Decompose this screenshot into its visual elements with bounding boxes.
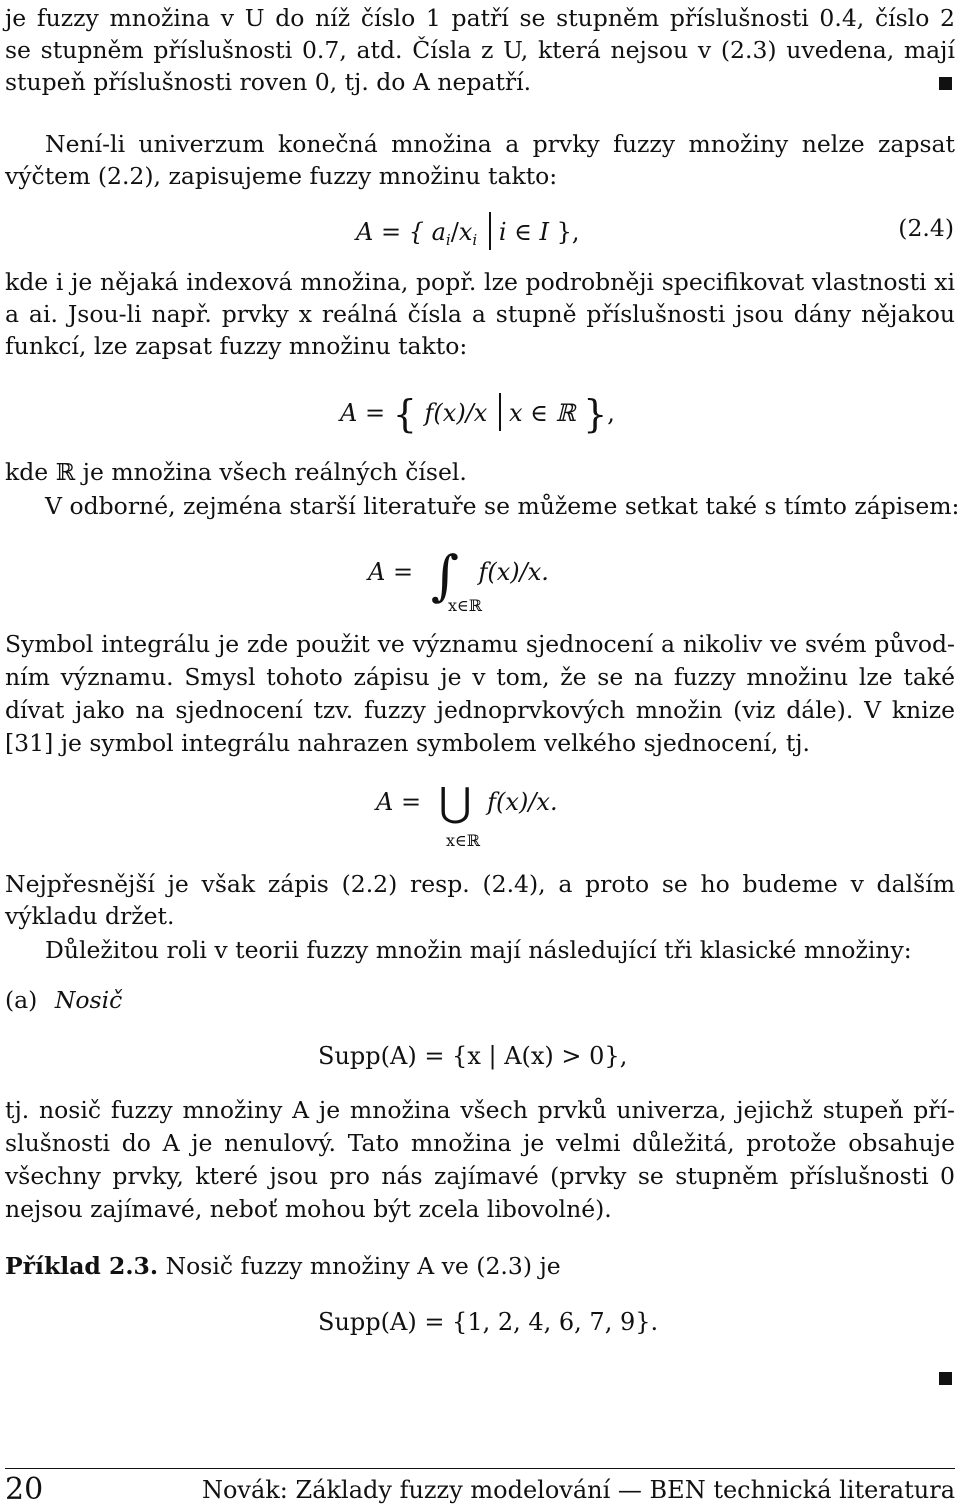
eq-lhs: A = [368, 558, 414, 586]
example-label: Příklad 2.3. [5, 1252, 159, 1280]
text-line: je fuzzy množina v U do níž číslo 1 patří se stupněm příslušnosti 0.4, číslo 2 [5, 4, 955, 32]
eq-var: a [431, 218, 446, 246]
text-line: všechny prvky, které jsou pro nás zajímavé (prvky se stupněm příslušnosti 0 [5, 1162, 955, 1190]
list-item-a [5, 984, 955, 1016]
text-line: Důležitou roli v teorii fuzzy množin mají následující tři klasické množiny: [45, 936, 912, 964]
text-line: [31] je symbol integrálu nahrazen symbolem velkého sjednocení, tj. [5, 729, 811, 757]
end-of-proof-square [939, 77, 952, 90]
eq-lhs: A = { [356, 218, 424, 246]
text-line: ním významu. Smysl tohoto zápisu je v tom, že se na fuzzy množinu lze také [5, 663, 955, 691]
text-line: Není-li univerzum konečná množina a prvky fuzzy množiny nelze zapsat [45, 130, 955, 158]
page-number: 20 [5, 1472, 44, 1507]
eq-body: f(x)/x. [478, 558, 549, 586]
eq-close: }, [556, 218, 580, 246]
text-line: výkladu držet. [5, 902, 175, 930]
eq-lhs: A = [340, 399, 386, 427]
text-line: stupeň příslušnosti roven 0, tj. do A nepatří. [5, 68, 532, 96]
eq-condition: x ∈ ℝ [508, 399, 576, 427]
union-sign: ⋃ [438, 780, 472, 826]
eq-condition: i ∈ I [498, 218, 550, 246]
example-heading [5, 1250, 955, 1282]
equation-support-def: Supp(A) = {x | A(x) > 0}, [318, 1042, 628, 1070]
list-term: Nosič [54, 986, 123, 1014]
text-line: funkcí, lze zapsat fuzzy množinu takto: [5, 332, 468, 360]
example-text: Nosič fuzzy množiny A ve (2.3) je [165, 1252, 561, 1280]
text-line: Nejpřesnější je však zápis (2.2) resp. (2.4), a proto se ho budeme v dalším [5, 870, 955, 898]
end-of-example-square [939, 1372, 952, 1385]
text-line: výčtem (2.2), zapisujeme fuzzy množinu takto: [5, 162, 558, 190]
list-label: (a) [5, 986, 38, 1014]
text-line: a ai. Jsou-li např. prvky x reálná čísla a stupně příslušnosti jsou dány nějakou [5, 300, 955, 328]
separator-bar [499, 393, 501, 431]
running-title: Novák: Základy fuzzy modelování — BEN technická literatura [201, 1476, 955, 1504]
text-line: kde ℝ je množina všech reálných čísel. [5, 458, 467, 486]
equation-number: (2.4) [898, 214, 954, 242]
text-line: se stupněm příslušnosti 0.7, atd. Čísla z U, která nejsou v (2.3) uvedena, mají [5, 36, 955, 64]
integral-sign: ∫ [430, 544, 459, 607]
text-line: tj. nosič fuzzy množiny A je množina všech prvků univerza, jejichž stupeň pří- [5, 1096, 955, 1124]
union-subscript: x∈ℝ [446, 831, 481, 850]
text-line: kde i je nějaká indexová množina, popř. lze podrobněji specifikovat vlastnosti xi [5, 268, 955, 296]
eq-body: f(x)/x [424, 399, 488, 427]
eq-body: f(x)/x. [487, 788, 558, 816]
eq-lhs: A = [376, 788, 422, 816]
equation-union [376, 780, 558, 826]
text-line: V odborné, zejména starší literatuře se můžeme setkat také s tímto zápisem: [45, 492, 960, 520]
text-line: nejsou zajímavé, neboť mohou být zcela libovolné). [5, 1195, 612, 1223]
eq-sub: i [445, 231, 451, 249]
separator-bar [489, 212, 491, 250]
equation-2-4: A = { $a_i/x_i$ i ∈ I }, [356, 212, 580, 256]
integral-subscript: x∈ℝ [448, 596, 483, 615]
text-line: Symbol integrálu je zde použit ve významu sjednocení a nikoliv ve svém původ- [5, 630, 955, 658]
eq-sub: i [472, 231, 478, 249]
equation-support-example: Supp(A) = {1, 2, 4, 6, 7, 9}. [318, 1308, 659, 1336]
text-line: dívat jako na sjednocení tzv. fuzzy jednoprvkových množin (viz dále). V knize [5, 696, 955, 724]
footer-rule [5, 1468, 955, 1469]
equation-function-set: A = { f(x)/x x ∈ ℝ }, [340, 392, 615, 436]
eq-close: , [607, 399, 615, 427]
text-line: slušnosti do A je nenulový. Tato množina je velmi důležitá, protože obsahuje [5, 1129, 955, 1157]
eq-var: x [458, 218, 473, 246]
